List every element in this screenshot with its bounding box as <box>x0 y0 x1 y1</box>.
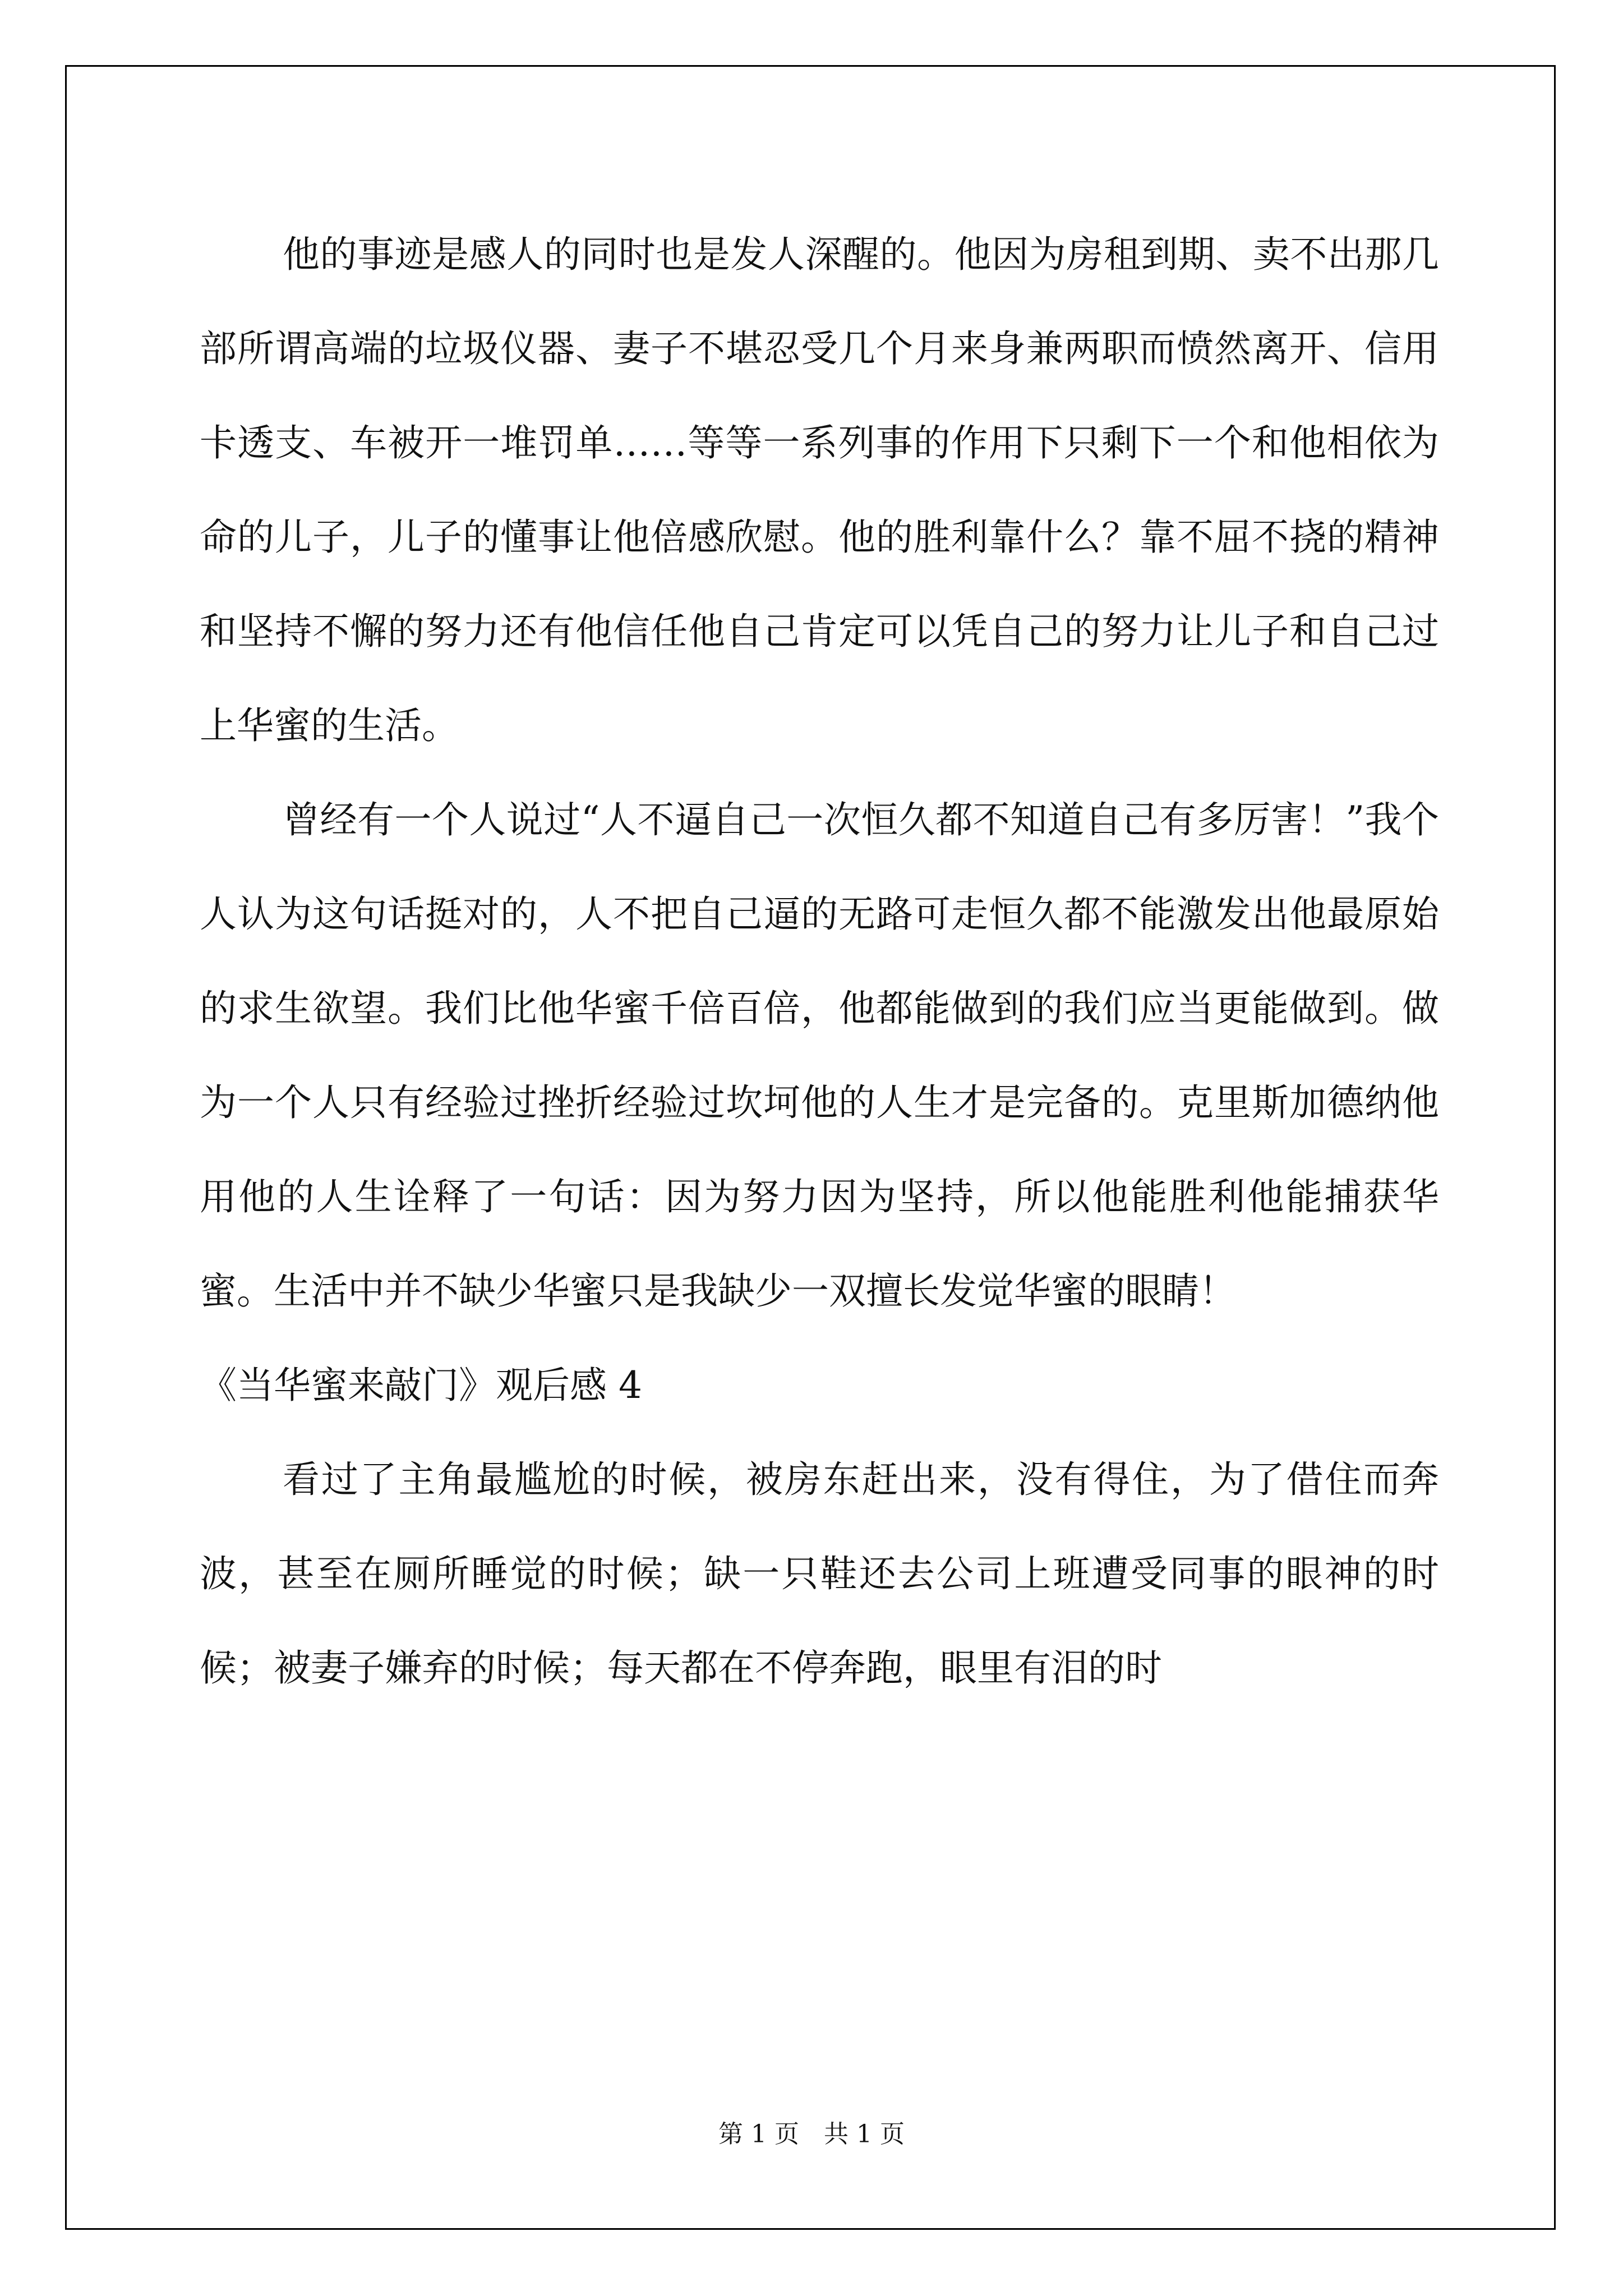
document-body <box>200 208 1439 1715</box>
paragraph-3: 看过了主角最尴尬的时候，被房东赶出来，没有得住，为了借住而奔波，甚至在厕所睡觉的时候；缺一只鞋还去公司上班遭受同事的眼神的时候；被妻子嫌弃的时候；每天都在不停奔跑，眼里有泪的时 <box>200 1458 1439 1690</box>
paragraph-1: 他的事迹是感人的同时也是发人深醒的。他因为房租到期、卖不出那几部所谓高端的垃圾仪器、妻子不堪忍受几个月来身兼两职而愤然离开、信用卡透支、车被开一堆罚单……等等一系列事的作用下只剩下一个和他相依为命的儿子，儿子的懂事让他倍感欣慰。他的胜利靠什么？靠不屈不挠的精神和坚持不懈的努力还有他信任他自己肯定可以凭自己的努力让儿子和自己过上华蜜的生活。 <box>200 233 1439 747</box>
section-heading: 《当华蜜来敲门》观后感 4 <box>200 1364 642 1407</box>
paragraph-2: 曾经有一个人说过“人不逼自己一次恒久都不知道自己有多厉害！”我个人认为这句话挺对的，人不把自己逼的无路可走恒久都不能激发出他最原始的求生欲望。我们比他华蜜千倍百倍，他都能做到的我们应当更能做到。做为一个人只有经验过挫折经验过坎坷他的人生才是完备的。克里斯加德纳他用他的人生诠释了一句话：因为努力因为坚持，所以他能胜利他能捕获华蜜。生活中并不缺少华蜜只是我缺少一双擅长发觉华蜜的眼睛！ <box>200 798 1439 1313</box>
page-footer: 第 1 页 共 1 页 <box>718 2120 905 2148</box>
